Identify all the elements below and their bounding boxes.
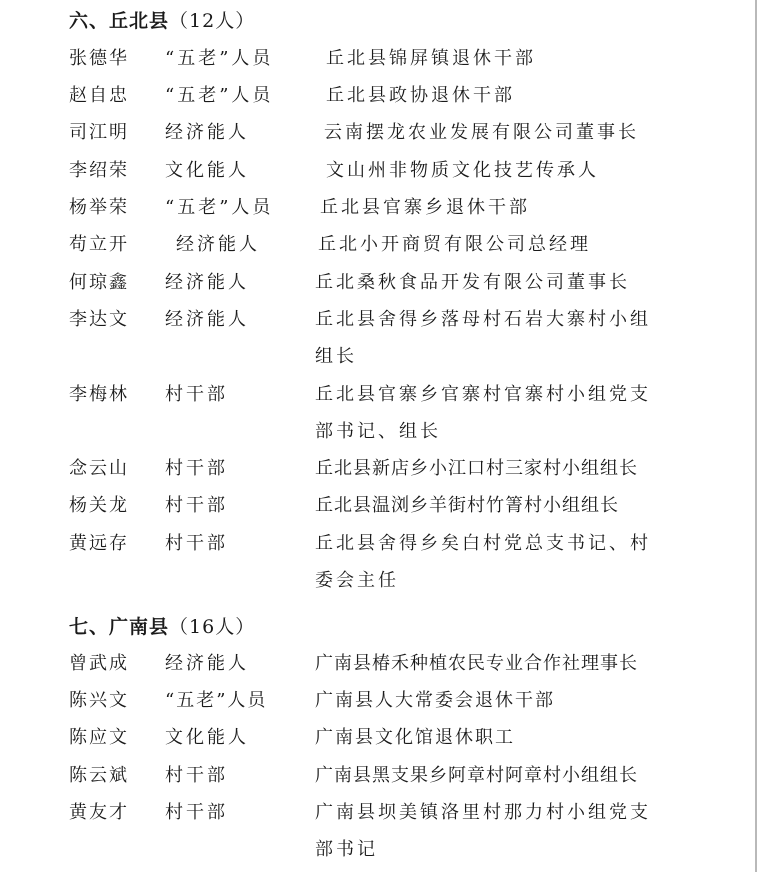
person-category: 文化能人 [165, 727, 249, 748]
person-name: 司江明 [69, 122, 129, 143]
person-unit: 云南摆龙农业发展有限公司董事长 [324, 122, 639, 143]
person-unit: 丘北县温浏乡羊街村竹箐村小组组长 [315, 495, 619, 516]
section-title-guangnan [69, 612, 255, 639]
person-name: 念云山 [69, 458, 129, 479]
person-unit: 广南县文化馆退休职工 [315, 727, 515, 748]
person-category: “五老”人员 [165, 197, 274, 218]
person-unit: 丘北县官寨乡退休干部 [320, 197, 530, 218]
section-title-text: 七、广南县 [69, 616, 170, 638]
person-name: 何琼鑫 [69, 272, 129, 293]
person-category: 经济能人 [165, 309, 249, 330]
person-unit: 文山州非物质文化技艺传承人 [326, 160, 599, 181]
person-category: 文化能人 [165, 160, 249, 181]
person-category: 经济能人 [176, 234, 260, 255]
section-count-unit: 人） [215, 616, 256, 638]
person-category: 村干部 [165, 533, 228, 554]
person-category: 村干部 [165, 384, 228, 405]
person-category: “五老”人员 [165, 48, 274, 69]
person-name: 赵自忠 [69, 85, 129, 106]
person-name: 苟立开 [69, 234, 129, 255]
person-category: 村干部 [165, 495, 228, 516]
person-unit-continued: 部书记、组长 [315, 421, 441, 442]
person-category: 经济能人 [165, 653, 249, 674]
person-name: 杨关龙 [69, 495, 129, 516]
person-category: 村干部 [165, 802, 228, 823]
section-count-unit: 人） [215, 10, 256, 32]
person-unit: 丘北县新店乡小江口村三家村小组组长 [315, 458, 638, 479]
person-category: 村干部 [165, 765, 228, 786]
person-name: 张德华 [69, 48, 129, 69]
person-category: 经济能人 [165, 122, 249, 143]
person-unit-continued: 组长 [315, 346, 357, 367]
person-unit: 丘北小开商贸有限公司总经理 [318, 234, 591, 255]
person-unit-continued: 部书记 [315, 839, 378, 860]
person-unit: 丘北县官寨乡官寨村官寨村小组党支 [315, 384, 651, 405]
person-category: 村干部 [165, 458, 228, 479]
section-count-number: 12 [189, 10, 216, 32]
person-category: “五老”人员 [165, 85, 274, 106]
section-count-number: 16 [189, 616, 216, 638]
person-unit: 广南县人大常委会退休干部 [315, 690, 555, 711]
person-unit: 广南县黑支果乡阿章村阿章村小组组长 [315, 765, 638, 786]
person-unit: 丘北县政协退休干部 [326, 85, 515, 106]
section-title-qiubei [69, 6, 255, 33]
person-name: 李梅林 [69, 384, 129, 405]
section-count-open: （ [169, 10, 190, 32]
person-unit: 丘北县舍得乡落母村石岩大寨村小组 [315, 309, 651, 330]
person-name: 黄远存 [69, 533, 129, 554]
person-name: 陈兴文 [69, 690, 129, 711]
person-unit-continued: 委会主任 [315, 570, 399, 591]
person-name: 李达文 [69, 309, 129, 330]
section-title-text: 六、丘北县 [69, 10, 170, 32]
person-name: 杨举荣 [69, 197, 129, 218]
section-count-open: （ [169, 616, 190, 638]
person-name: 曾武成 [69, 653, 129, 674]
person-unit: 广南县坝美镇洛里村那力村小组党支 [315, 802, 651, 823]
page-edge-divider [755, 0, 757, 872]
person-unit: 丘北县舍得乡矣白村党总支书记、村 [315, 533, 651, 554]
person-name: 黄友才 [69, 802, 129, 823]
person-unit: 丘北桑秋食品开发有限公司董事长 [315, 272, 630, 293]
person-name: 李绍荣 [69, 160, 129, 181]
person-category: 经济能人 [165, 272, 249, 293]
person-name: 陈云斌 [69, 765, 129, 786]
person-category: “五老”人员 [165, 690, 268, 711]
person-name: 陈应文 [69, 727, 129, 748]
person-unit: 丘北县锦屏镇退休干部 [326, 48, 536, 69]
person-unit: 广南县椿禾种植农民专业合作社理事长 [315, 653, 638, 674]
